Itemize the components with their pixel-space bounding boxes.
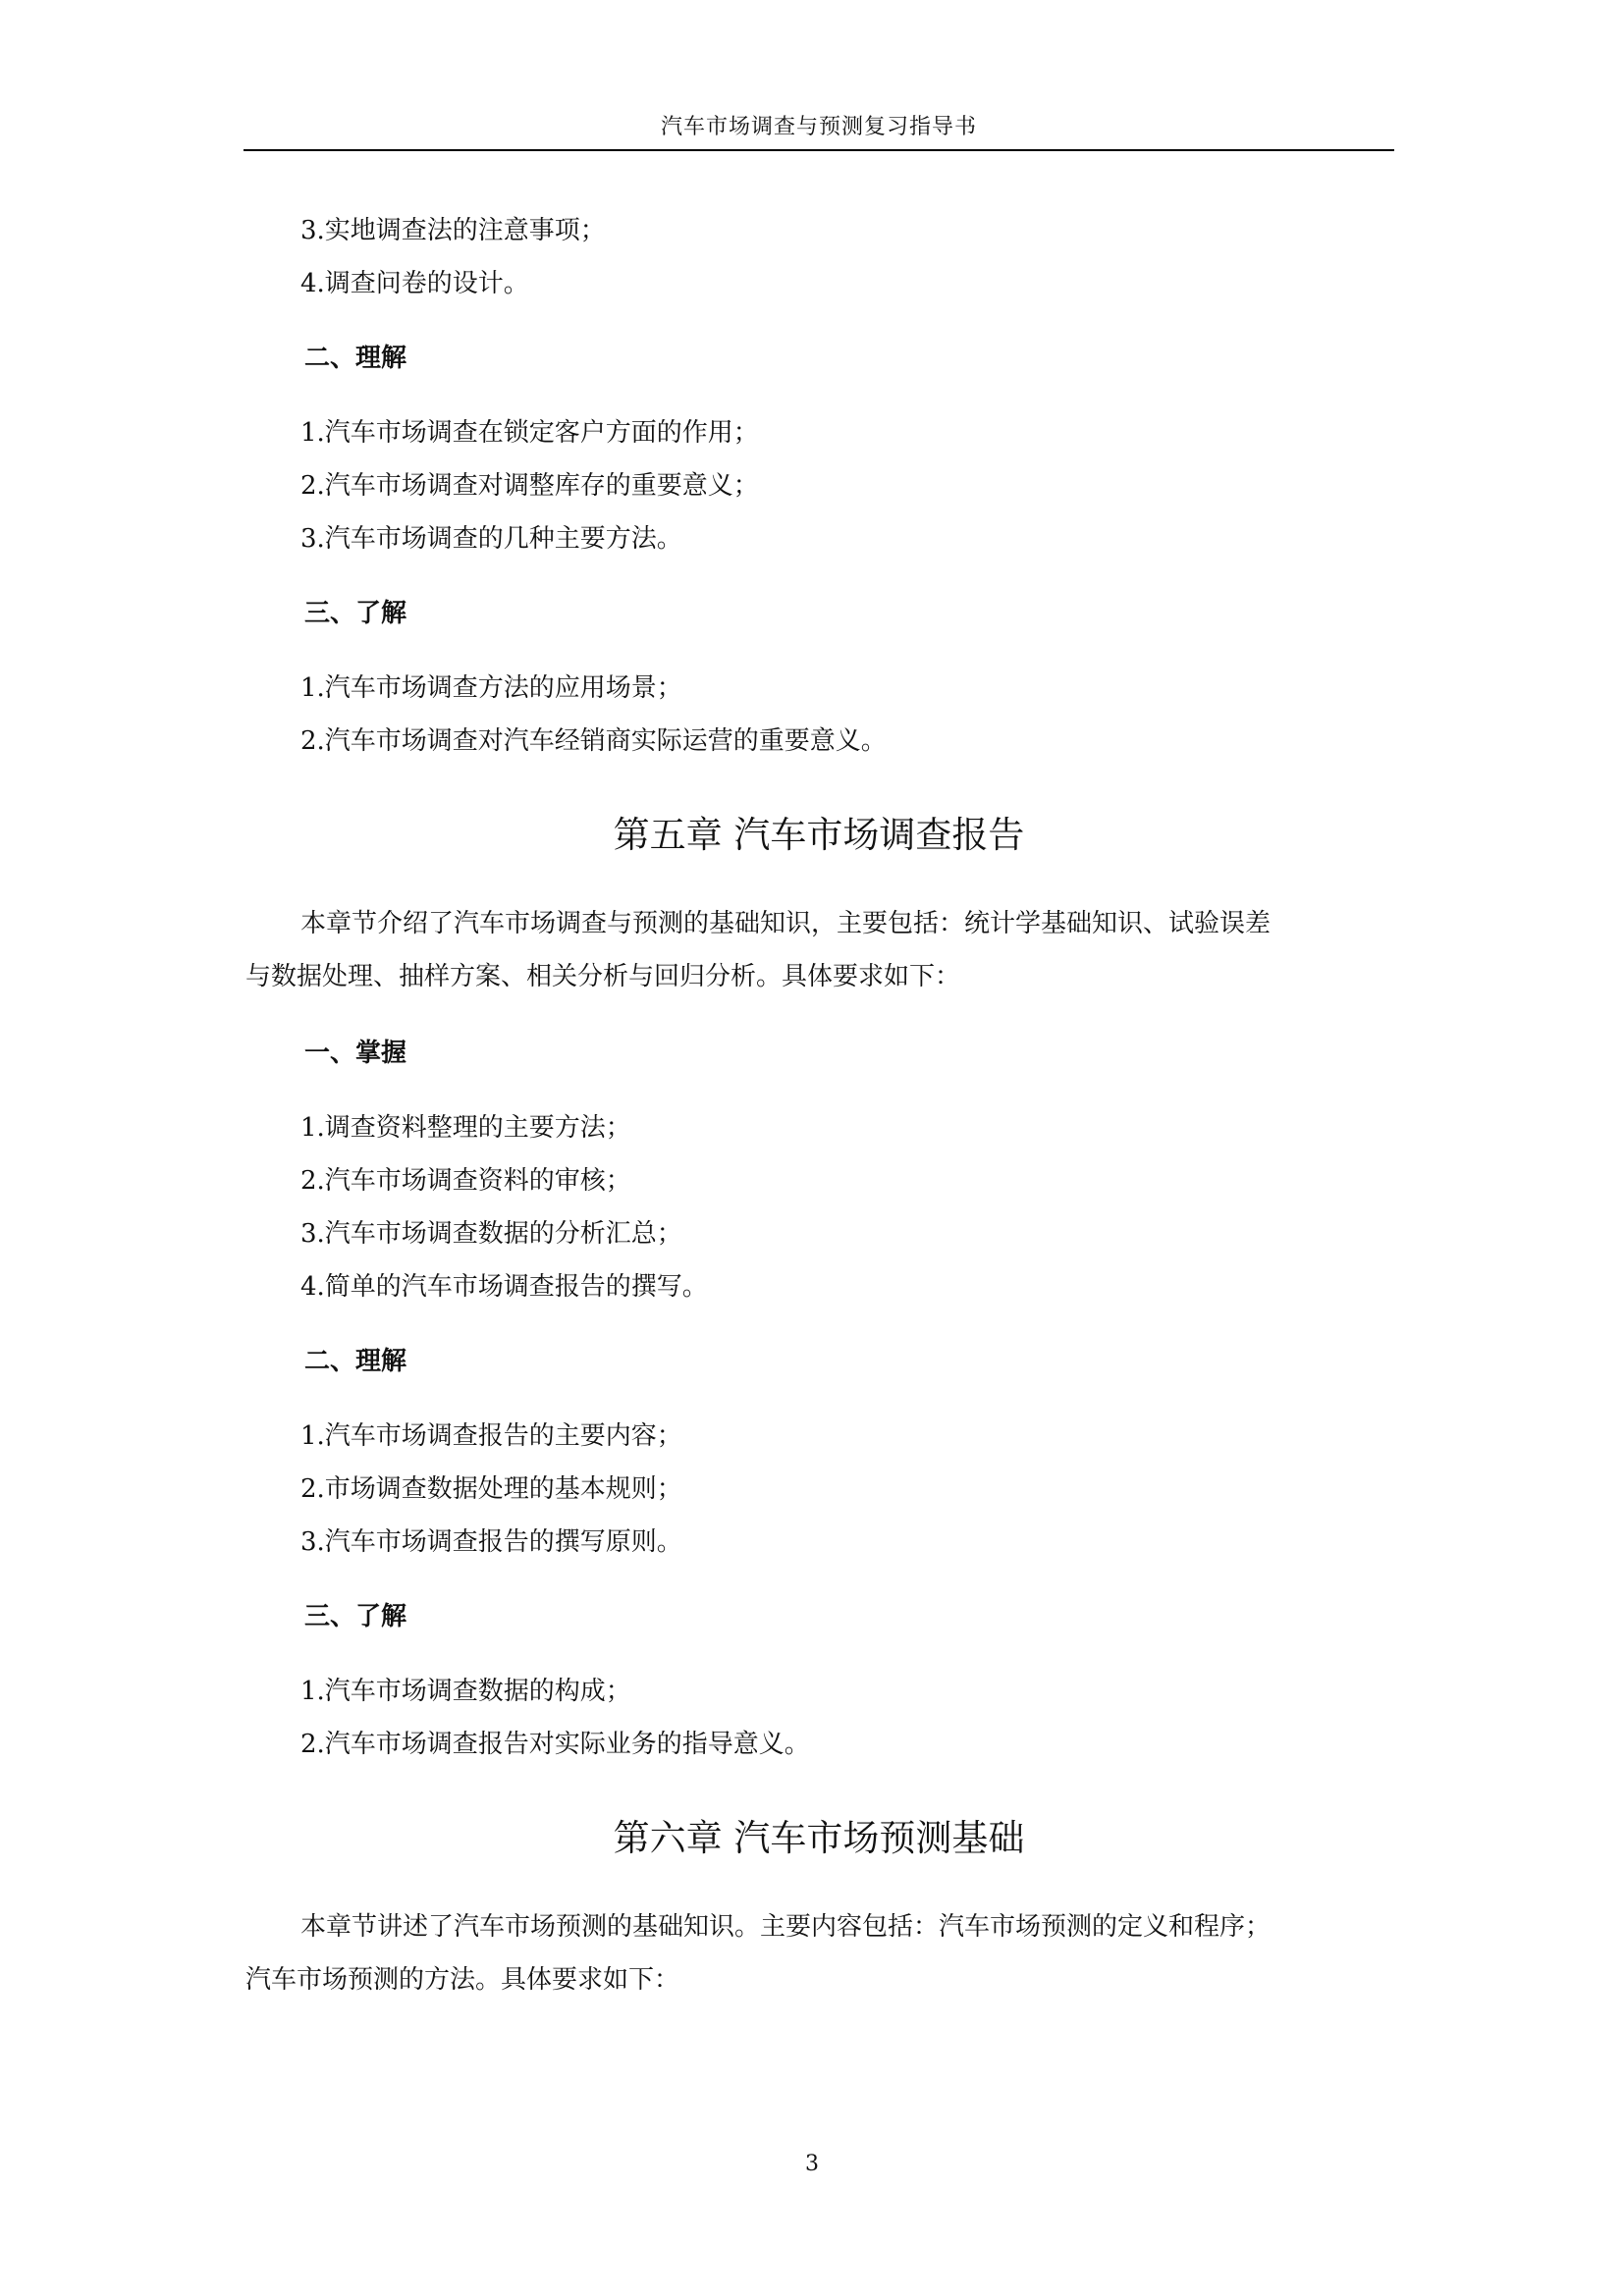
list-item: 4.调查问卷的设计。 bbox=[300, 269, 529, 298]
running-header: 汽车市场调查与预测复习指导书 bbox=[660, 115, 977, 139]
section-heading-understand: 二、理解 bbox=[304, 344, 407, 373]
list-item: 3.实地调查法的注意事项； bbox=[300, 216, 606, 245]
list-item: 1.汽车市场调查在锁定客户方面的作用； bbox=[300, 418, 759, 448]
chapter-six-intro-line-2: 汽车市场预测的方法。具体要求如下： bbox=[245, 1965, 680, 1995]
page-number: 3 bbox=[805, 2152, 819, 2176]
chapter-five-intro-line-2: 与数据处理、抽样方案、相关分析与回归分析。具体要求如下： bbox=[245, 962, 961, 991]
list-item: 1.汽车市场调查报告的主要内容； bbox=[300, 1421, 682, 1451]
list-item: 4.简单的汽车市场调查报告的撰写。 bbox=[300, 1272, 708, 1302]
list-item: 2.汽车市场调查报告对实际业务的指导意义。 bbox=[300, 1730, 810, 1759]
header-divider bbox=[244, 149, 1394, 151]
section-heading-know: 三、了解 bbox=[304, 599, 407, 628]
list-item: 2.汽车市场调查资料的审核； bbox=[300, 1166, 631, 1196]
list-item: 2.汽车市场调查对汽车经销商实际运营的重要意义。 bbox=[300, 726, 887, 756]
chapter-six-title: 第六章 汽车市场预测基础 bbox=[613, 1817, 1025, 1859]
list-item: 3.汽车市场调查数据的分析汇总； bbox=[300, 1219, 682, 1249]
section-heading-master: 一、掌握 bbox=[304, 1039, 407, 1068]
list-item: 3.汽车市场调查的几种主要方法。 bbox=[300, 524, 682, 554]
list-item: 1.汽车市场调查数据的构成； bbox=[300, 1677, 631, 1706]
list-item: 2.市场调查数据处理的基本规则； bbox=[300, 1474, 682, 1504]
list-item: 1.调查资料整理的主要方法； bbox=[300, 1113, 631, 1143]
list-item: 2.汽车市场调查对调整库存的重要意义； bbox=[300, 471, 759, 501]
chapter-five-title: 第五章 汽车市场调查报告 bbox=[613, 814, 1025, 856]
list-item: 3.汽车市场调查报告的撰写原则。 bbox=[300, 1527, 682, 1557]
chapter-five-intro-line-1: 本章节介绍了汽车市场调查与预测的基础知识，主要包括：统计学基础知识、试验误差 bbox=[300, 909, 1272, 938]
section-heading-understand: 二、理解 bbox=[304, 1347, 407, 1376]
chapter-six-intro-line-1: 本章节讲述了汽车市场预测的基础知识。主要内容包括：汽车市场预测的定义和程序； bbox=[300, 1912, 1272, 1942]
list-item: 1.汽车市场调查方法的应用场景； bbox=[300, 673, 682, 703]
section-heading-know: 三、了解 bbox=[304, 1602, 407, 1631]
